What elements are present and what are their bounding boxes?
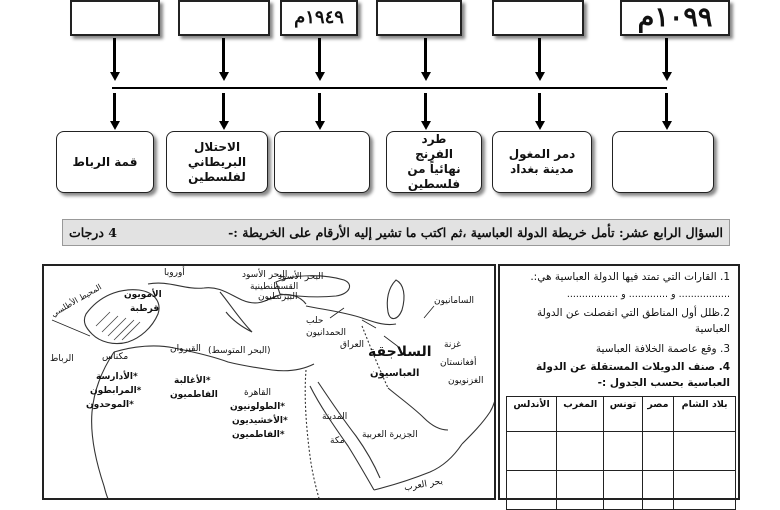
question-1: 1. القارات التي تمتد فيها الدولة العباسية هي:.	[530, 271, 730, 283]
map-label-afghanistan: أفغانستان	[440, 358, 477, 368]
connector-line	[665, 38, 668, 72]
map-label-ocean: المحيط الأطلسي	[49, 282, 104, 319]
connector-line	[538, 38, 541, 72]
connector-line	[424, 38, 427, 72]
map-label-hamdanids: الحمدانيون	[306, 328, 346, 338]
question-text: السؤال الرابع عشر: تأمل خريطة الدولة العباسية ،ثم اكتب ما تشير إليه الأرقام على الخريطة :-	[228, 225, 723, 240]
map-label-ghazna: غزنة	[444, 340, 462, 350]
arrow-down-icon	[662, 121, 672, 130]
question-4: 4. صنف الدويلات المستقلة عن الدولة	[536, 361, 730, 373]
arrow-down-icon	[535, 72, 545, 81]
map-label-black-sea-2: البحر الأسود	[278, 272, 324, 282]
arrow-down-icon	[421, 121, 431, 130]
timeline-axis	[112, 87, 667, 89]
event-text: قمة الرباط	[72, 154, 138, 169]
arrow-down-icon	[219, 121, 229, 130]
timeline-event-box	[166, 131, 268, 193]
arrow-down-icon	[315, 72, 325, 81]
table-cell[interactable]	[507, 471, 557, 510]
abbasid-map	[42, 264, 496, 500]
map-label-europe: أوروبا	[164, 268, 185, 278]
map-label-abbasids: العباسيون	[370, 368, 420, 379]
classification-table	[506, 396, 736, 510]
map-label-rabat: الرباط	[50, 354, 74, 364]
table-cell[interactable]	[674, 432, 736, 471]
table-cell[interactable]	[642, 432, 674, 471]
connector-line	[424, 93, 427, 121]
map-label-samanids: السامانيون	[434, 296, 475, 306]
table-cell[interactable]	[604, 432, 642, 471]
timeline-event-box-empty	[274, 131, 370, 193]
map-label-mecca: مكة	[330, 436, 345, 446]
table-cell[interactable]	[557, 471, 604, 510]
connector-line	[538, 93, 541, 121]
arrow-down-icon	[662, 72, 672, 81]
event-text: طرد الفرنج نهائياً من فلسطين	[407, 132, 461, 191]
connector-line	[222, 38, 225, 72]
map-label-ikhshidids: *الأخشيديون	[232, 416, 288, 426]
timeline-event-box	[386, 131, 482, 193]
arrow-down-icon	[315, 121, 325, 130]
timeline-year-box-1	[70, 0, 160, 36]
table-header: مصر	[642, 397, 674, 432]
question-2: 2.ظلل أول المناطق التي انفصلت عن الدولة	[537, 307, 730, 319]
timeline-year-box-4	[376, 0, 462, 36]
connector-line	[222, 93, 225, 121]
table-cell[interactable]	[604, 471, 642, 510]
map-label-almohads: *الموحدون	[86, 400, 134, 410]
map-label-arabian-peninsula: الجزيرة العربية	[362, 430, 418, 440]
map-label-aghlabids: *الأغالبة	[174, 376, 211, 386]
table-cell[interactable]	[557, 432, 604, 471]
table-cell[interactable]	[507, 432, 557, 471]
question-4-cont: العباسية بحسب الجدول :-	[597, 377, 730, 389]
map-label-umayyad: الأمويون	[124, 290, 162, 300]
map-label-aleppo: حلب	[306, 316, 324, 326]
question-marks: 4 درجات	[69, 225, 117, 240]
connector-line	[113, 93, 116, 121]
map-label-cordoba: قرطبة	[130, 304, 160, 314]
table-header: تونس	[604, 397, 642, 432]
map-label-tulunids: *الطولونيون	[230, 402, 285, 412]
timeline-year-box-5	[492, 0, 584, 36]
table-header: المغرب	[557, 397, 604, 432]
arrow-down-icon	[535, 121, 545, 130]
timeline-year-text: ١٩٤٩م	[294, 7, 344, 28]
timeline-event-box	[492, 131, 592, 193]
map-label-medina: المدينة	[322, 412, 348, 422]
timeline-year-box-6	[620, 0, 730, 36]
map-label-constantinople: القسطنطينية	[250, 282, 299, 292]
map-label-seljuks: السلاجقة	[368, 344, 432, 360]
connector-line	[665, 93, 668, 121]
timeline-event-box	[56, 131, 154, 193]
map-label-mediterranean: (البحر المتوسط)	[208, 346, 271, 356]
map-label-ghaznavids: الغزنويون	[448, 376, 484, 386]
timeline-year-text: ١٠٩٩م	[637, 2, 713, 33]
question-1-blanks: ................. و ............. و .................	[566, 289, 730, 300]
arrow-down-icon	[110, 121, 120, 130]
question-bar	[62, 219, 730, 246]
connector-line	[318, 93, 321, 121]
map-label-iraq: العراق	[340, 340, 365, 350]
arrow-down-icon	[110, 72, 120, 81]
connector-line	[318, 38, 321, 72]
map-label-almoravids: *المرابطون	[90, 386, 142, 396]
table-header: الأندلس	[507, 397, 557, 432]
map-label-fatimids-east: *الفاطميون	[232, 430, 285, 440]
map-label-cairo: القاهرة	[244, 388, 271, 398]
map-label-byzantines: البيزنطيون	[258, 292, 298, 302]
event-text: الاحتلال البريطاني لفلسطين	[187, 139, 247, 184]
timeline-event-box-empty	[612, 131, 714, 193]
question-3: 3. وقع عاصمة الخلافة العباسية	[595, 343, 730, 355]
question-2-cont: العباسية	[694, 323, 730, 335]
table-header: بلاد الشام	[674, 397, 736, 432]
event-text: دمر المغول مدينة بغداد	[508, 147, 576, 176]
connector-line	[113, 38, 116, 72]
map-label-arab-sea: بحر العرب	[403, 476, 444, 494]
map-label-kairouan: القيروان	[170, 344, 201, 354]
timeline-year-box-3	[280, 0, 358, 36]
map-label-black-sea: البحر الأسود	[242, 270, 288, 280]
table-cell[interactable]	[674, 471, 736, 510]
map-label-idrisids: *الأدارسة	[96, 372, 138, 382]
arrow-down-icon	[219, 72, 229, 81]
questions-panel	[498, 264, 740, 500]
map-label-meknes: مكناس	[102, 352, 129, 362]
timeline-year-box-2	[178, 0, 270, 36]
table-cell[interactable]	[642, 471, 674, 510]
map-label-fatimids-west: الفاطميون	[170, 390, 218, 400]
arrow-down-icon	[421, 72, 431, 81]
